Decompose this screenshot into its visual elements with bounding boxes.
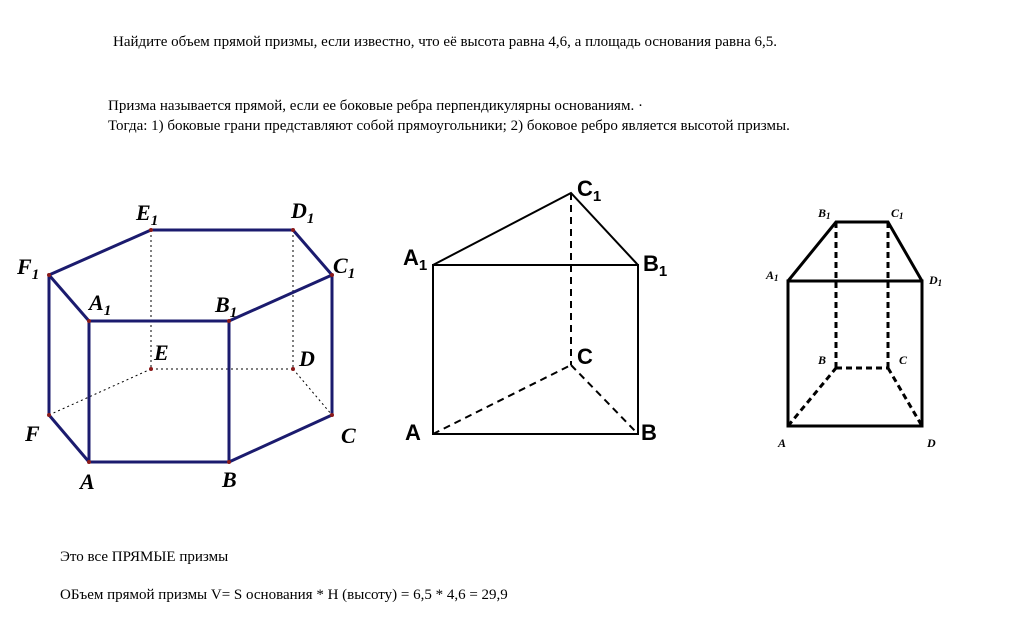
label-C: C xyxy=(341,423,356,448)
label-C: C xyxy=(577,344,593,369)
label-A1: $A_1$ xyxy=(89,290,112,319)
note-text: Это все ПРЯМЫЕ призмы xyxy=(60,549,229,565)
label-C1: C1 xyxy=(891,206,904,221)
quad-visible-edges xyxy=(788,222,922,426)
formula-text: ОБъем прямой призмы V= S основания * H (высоту) = 6,5 * 4,6 = 29,9 xyxy=(60,587,508,603)
quad-hidden-edges xyxy=(788,222,922,426)
label-D1: $D_1$ xyxy=(291,198,315,227)
label-A1: A1 xyxy=(766,268,779,283)
label-B: B xyxy=(641,420,657,445)
label-B1: $B_1$ xyxy=(215,292,238,321)
label-C1: $C_1$ xyxy=(577,176,602,205)
label-F: F xyxy=(25,421,40,446)
label-F1: $F_1$ xyxy=(17,254,40,283)
definition-line-1: Призма называется прямой, если ее боковые ребра перпендикулярны основаниям. · xyxy=(108,98,643,114)
label-B: B xyxy=(818,353,827,367)
label-B1: B1 xyxy=(818,206,831,221)
label-E1: $E_1$ xyxy=(136,200,159,229)
label-C: C xyxy=(899,353,908,367)
label-B: B xyxy=(222,467,237,492)
label-D1: D1 xyxy=(929,273,943,288)
definition-line-2: Тогда: 1) боковые грани представляют собой прямоугольники; 2) боковое ребро является высотой призмы. xyxy=(108,118,790,134)
label-A: A xyxy=(80,469,95,494)
label-D: D xyxy=(299,346,315,371)
label-D: D xyxy=(927,436,936,450)
label-A: A xyxy=(778,436,787,450)
label-B1: $B_1$ xyxy=(643,251,668,280)
label-C1: $C_1$ xyxy=(333,253,356,282)
label-A1: $A_1$ xyxy=(403,245,428,274)
problem-statement: Найдите объем прямой призмы, если известно, что её высота равна 4,6, а площадь основания равна 6,5. xyxy=(113,34,777,50)
label-A: A xyxy=(405,420,421,445)
label-E: E xyxy=(154,340,169,365)
